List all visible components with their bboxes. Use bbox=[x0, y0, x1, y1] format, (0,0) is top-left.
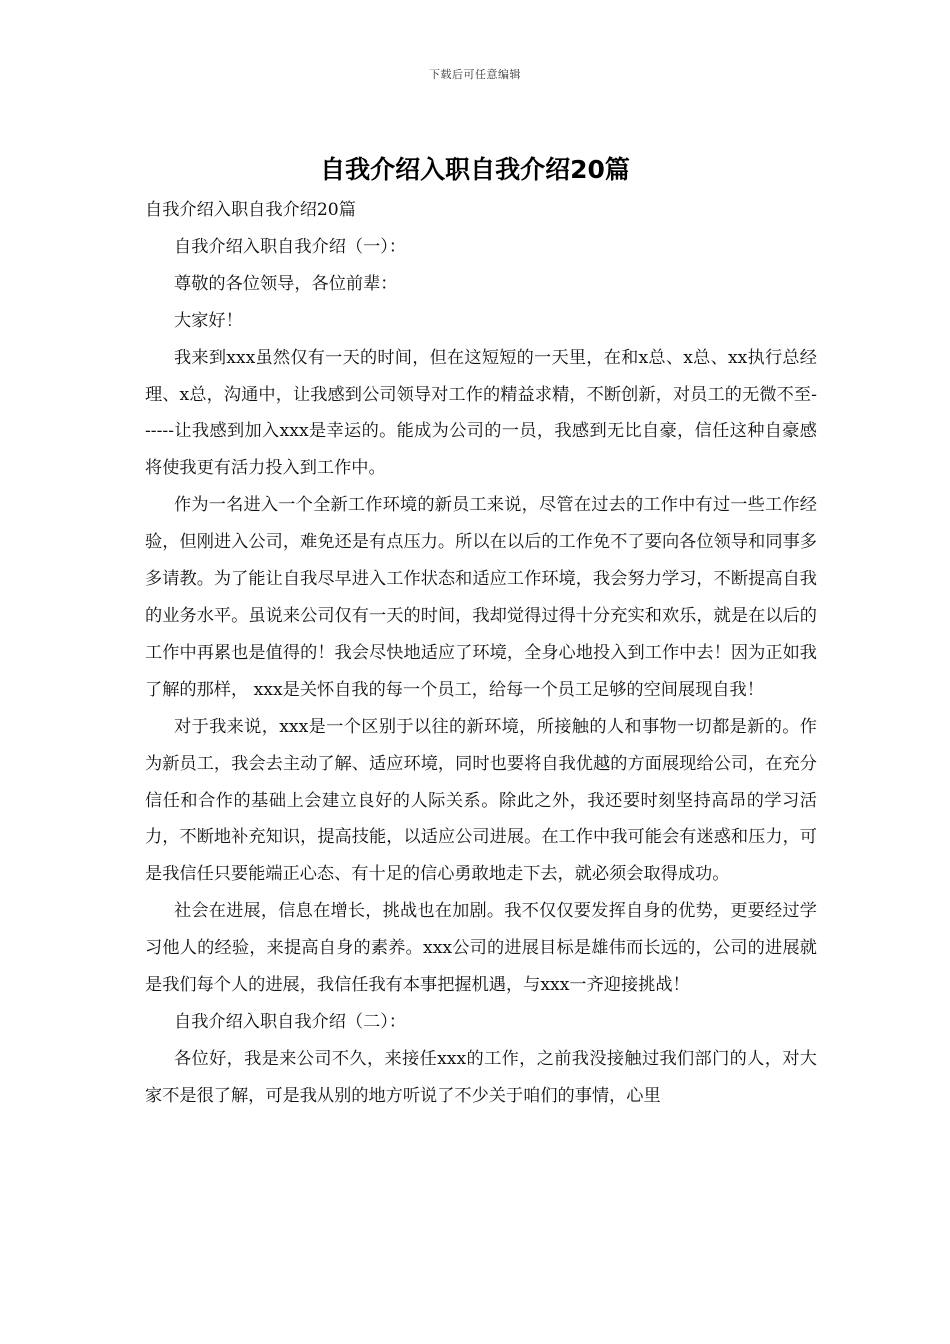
salutation-paragraph: 尊敬的各位领导，各位前辈： bbox=[174, 273, 398, 294]
subtitle-paragraph: 自我介绍入职自我介绍20篇 bbox=[145, 200, 356, 220]
greeting-paragraph: 大家好！ bbox=[174, 310, 243, 331]
page-header-note: 下载后可任意编辑 bbox=[429, 68, 521, 81]
body-paragraph: 对于我来说，xxx是一个区别于以往的新环境，所接触的人和事物一切都是新的。作为新员工，我会去主动了解、适应环境，同时也要将自我优越的方面展现给公司，在充分信任和合作的基础上会建立良好的人际关系。除此之外，我还要时刻坚持高昂的学习活力，不断地补充知识，提高技能，以适应公司进展。在工作中我可能会有迷惑和压力，可是我信任只要能端正心态、有十足的信心勇敢地走下去，就必须会取得成功。 bbox=[145, 716, 817, 885]
section-heading-2: 自我介绍入职自我介绍（二）： bbox=[174, 1011, 407, 1032]
body-paragraph: 我来到xxx虽然仅有一天的时间，但在这短短的一天里，在和x总、x总、xx执行总经理、x总，沟通中，让我感到公司领导对工作的精益求精，不断创新，对员工的无微不至------让我感到加入xxx是幸运的。能成为公司的一员，我感到无比自豪，信任这种自豪感将使我更有活力投入到工作中。 bbox=[145, 347, 817, 479]
document-title: 自我介绍入职自我介绍20篇 bbox=[320, 155, 630, 184]
body-paragraph: 各位好，我是来公司不久，来接任xxx的工作，之前我没接触过我们部门的人，对大家不是很了解，可是我从别的地方听说了不少关于咱们的事情，心里 bbox=[145, 1048, 817, 1106]
document-body bbox=[145, 192, 817, 1115]
body-paragraph: 作为一名进入一个全新工作环境的新员工来说，尽管在过去的工作中有过一些工作经验，但刚进入公司，难免还是有点压力。所以在以后的工作免不了要向各位领导和同事多多请教。为了能让自我尽早进入工作状态和适应工作环境，我会努力学习，不断提高自我的业务水平。虽说来公司仅有一天的时间，我却觉得过得十分充实和欢乐，就是在以后的工作中再累也是值得的！我会尽快地适应了环境，全身心地投入到工作中去！因为正如我了解的那样， xxx是关怀自我的每一个员工，给每一个员工足够的空间展现自我！ bbox=[145, 495, 817, 700]
body-paragraph: 社会在进展，信息在增长，挑战也在加剧。我不仅仅要发挥自身的优势，更要经过学习他人的经验，来提高自身的素养。xxx公司的进展目标是雄伟而长远的，公司的进展就是我们每个人的进展，我信任我有本事把握机遇，与xxx一齐迎接挑战！ bbox=[145, 901, 817, 996]
section-heading-1: 自我介绍入职自我介绍（一）： bbox=[174, 236, 407, 257]
